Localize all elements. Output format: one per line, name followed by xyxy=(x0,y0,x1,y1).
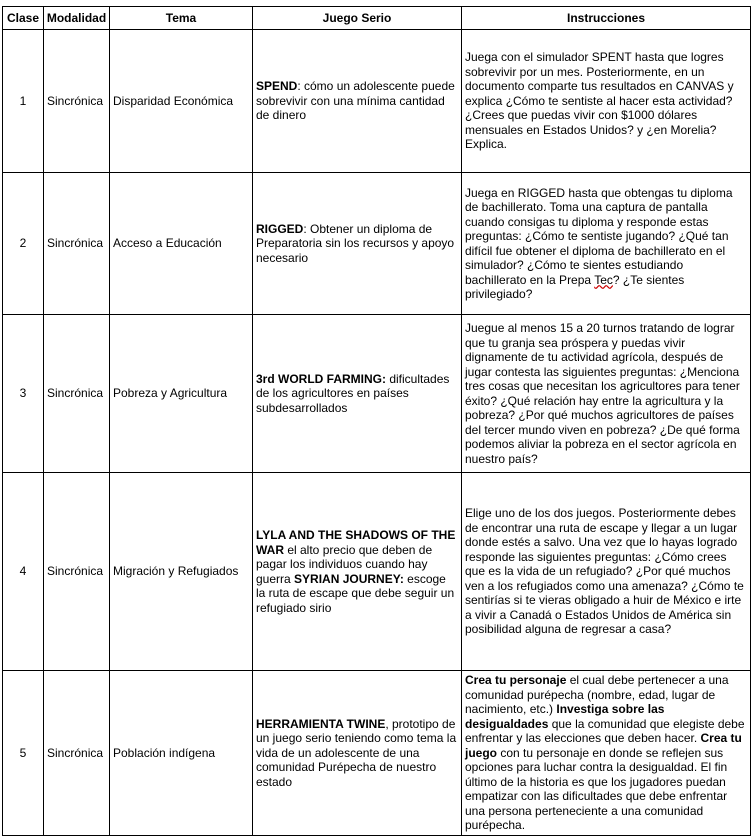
game-description: : cómo un adolescente puede sobrevivir con una mínima cantidad de dinero xyxy=(256,79,455,123)
game-title-2: SYRIAN JOURNEY: xyxy=(294,571,404,586)
table-row xyxy=(3,473,751,671)
instructions-text: con tu personaje en donde se reflejen sus opciones para luchar contra la desigualdad. El fin último de la historia es que los jugadores puedan empatizar con las dificultades que debe enfrentar una persona perteneciente a una comunidad purépecha. xyxy=(465,745,728,832)
clase-cell: 4 xyxy=(3,473,44,671)
header-row xyxy=(3,7,751,30)
header-instrucciones: Instrucciones xyxy=(462,7,751,30)
juego-cell xyxy=(253,173,462,315)
clase-cell: 5 xyxy=(3,671,44,836)
juego-cell xyxy=(253,671,462,836)
game-description-2: escoge la ruta de escape que debe seguir un refugiado sirio xyxy=(256,571,455,615)
lesson-table xyxy=(2,6,751,836)
instrucciones-cell: Elige uno de los dos juegos. Posteriormente debes de encontrar una ruta de escape y llegar a un lugar donde estés a salvo. Una vez que lo hayas logrado responde las siguientes preguntas: ¿Cómo crees que es la vida de un refugiado? ¿Por qué muchos ven a los refugiados como una amenaza? ¿Cómo te sentirías si te vieras obligado a huir de México e irte a vivir a Canadá o Estados Unidos de América sin posibilidad alguna de regresar a casa? xyxy=(462,473,751,671)
spellcheck-word: Tec xyxy=(594,272,613,287)
tema-cell: Población indígena xyxy=(110,671,253,836)
modalidad-cell: Sincrónica xyxy=(44,30,110,173)
juego-cell xyxy=(253,473,462,671)
tema-cell: Acceso a Educación xyxy=(110,173,253,315)
game-title: SPEND xyxy=(256,79,298,94)
game-title: 3rd WORLD FARMING: xyxy=(256,371,386,386)
modalidad-cell: Sincrónica xyxy=(44,315,110,473)
game-description: el alto precio que deben de pagar los individuos cuando hay guerra xyxy=(256,542,433,586)
instructions-text: el cual debe pertenecer a una comunidad purépecha (nombre, edad, lugar de nacimiento, etc.) xyxy=(465,673,729,716)
modalidad-cell: Sincrónica xyxy=(44,173,110,315)
instrucciones-cell: Juegue al menos 15 a 20 turnos tratando de lograr que tu granja sea próspera y puedas vivir dignamente de tu actividad agrícola, después de jugar contesta las siguientes preguntas: ¿Menciona tres cosas que necesitan los agricultores para tener éxito? ¿Qué relación hay entre la agricultura y la pobreza? ¿Por qué muchos agricultores de países del tercer mundo viven en pobreza? ¿De qué forma podemos aliviar la pobreza en el sector agrícola en nuestro país? xyxy=(462,315,751,473)
modalidad-cell: Sincrónica xyxy=(44,671,110,836)
tema-cell: Pobreza y Agricultura xyxy=(110,315,253,473)
clase-cell: 3 xyxy=(3,315,44,473)
instructions-bold: Crea tu personaje xyxy=(465,673,567,687)
header-clase: Clase xyxy=(3,7,44,30)
game-description: , prototipo de un juego serio teniendo como tema la vida de un adolescente de una comunidad Purépecha de nuestro estado xyxy=(256,716,457,789)
instrucciones-cell: Juega con el simulador SPENT hasta que logres sobrevivir por un mes. Posteriormente, en un documento comparte tus resultados en CANVAS y explica ¿Cómo te sentiste al hacer esta actividad? ¿Crees que puedas vivir con $1000 dólares mensuales en Estados Unidos? y ¿en Morelia? Explica. xyxy=(462,30,751,173)
tema-cell: Disparidad Económica xyxy=(110,30,253,173)
juego-cell xyxy=(253,30,462,173)
instrucciones-cell xyxy=(462,173,751,315)
header-modalidad: Modalidad xyxy=(44,7,110,30)
game-title: HERRAMIENTA TWINE xyxy=(256,716,386,731)
clase-cell: 2 xyxy=(3,173,44,315)
game-title: LYLA AND THE SHADOWS OF THE WAR xyxy=(256,528,456,557)
clase-cell: 1 xyxy=(3,30,44,173)
instructions-text: ? ¿Te sientes privilegiado? xyxy=(465,272,685,301)
header-juego-serio: Juego Serio xyxy=(253,7,462,30)
table-row xyxy=(3,173,751,315)
game-description: : Obtener un diploma de Preparatoria sin los recursos y apoyo necesario xyxy=(256,221,455,265)
modalidad-cell: Sincrónica xyxy=(44,473,110,671)
instrucciones-cell xyxy=(462,671,751,836)
instructions-text: Juega en RIGGED hasta que obtengas tu diploma de bachillerato. Toma una captura de pantalla cuando consigas tu diploma y responde estas preguntas: ¿Cómo te sentiste jugando? ¿Qué tan difícil fue obtener el diploma de bachillerato en el simulador? ¿Cómo te sientes estudiando bachillerato en la Prepa xyxy=(465,185,733,287)
game-title: RIGGED xyxy=(256,221,304,236)
instructions-text: que la comunidad que elegiste debe enfrentar y las elecciones que deben hacer. xyxy=(465,716,745,745)
juego-cell xyxy=(253,315,462,473)
instructions-bold: Investiga sobre las desigualdades xyxy=(465,702,665,731)
table-row xyxy=(3,671,751,836)
header-tema: Tema xyxy=(110,7,253,30)
tema-cell: Migración y Refugiados xyxy=(110,473,253,671)
instructions-bold: Crea tu juego xyxy=(465,731,742,760)
table-row xyxy=(3,315,751,473)
game-description: dificultades de los agricultores en países subdesarrollados xyxy=(256,371,450,415)
table-row xyxy=(3,30,751,173)
